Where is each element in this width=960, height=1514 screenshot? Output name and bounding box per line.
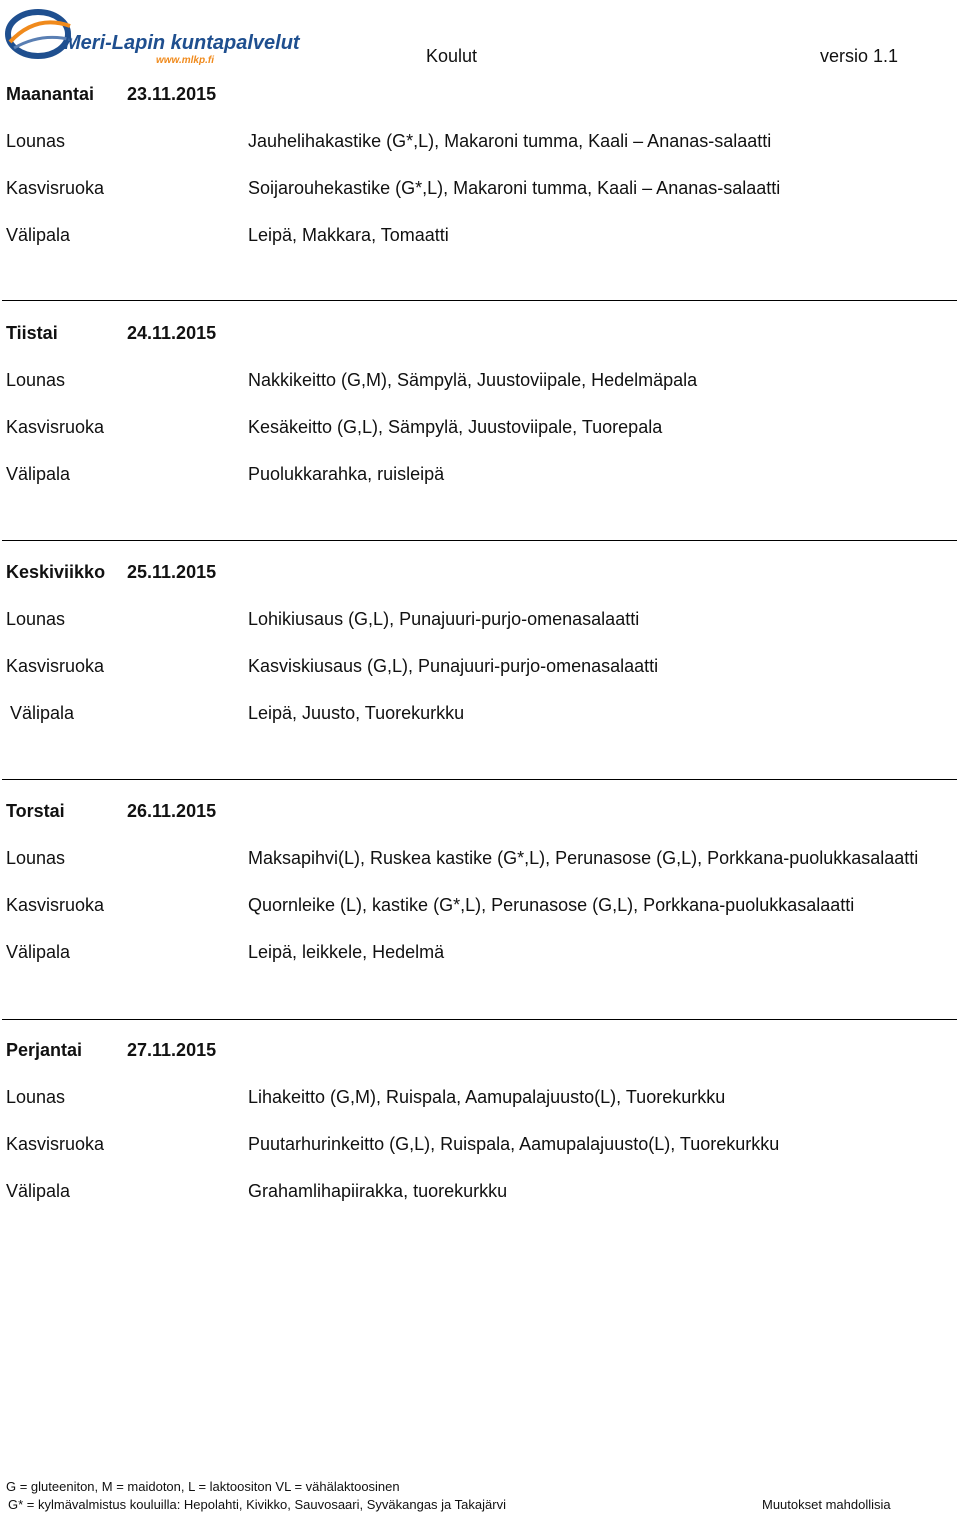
meal-label: Välipala: [6, 225, 71, 245]
meal-description: Leipä, leikkele, Hedelmä: [248, 942, 445, 962]
meal-description: Leipä, Makkara, Tomaatti: [248, 225, 449, 245]
company-logo: [6, 4, 300, 66]
meal-description: Soijarouhekastike (G*,L), Makaroni tumma, Kaali – Ananas-salaatti: [248, 178, 781, 198]
meal-description: Grahamlihapiirakka, tuorekurkku: [248, 1181, 508, 1201]
day-name: Maanantai: [6, 84, 95, 104]
meal-label: Lounas: [6, 609, 66, 629]
day-separator: [2, 1019, 957, 1020]
school-label: Koulut: [426, 46, 478, 66]
day-name: Torstai: [6, 801, 65, 821]
day-separator: [2, 779, 957, 780]
meal-row-lunch: [0, 609, 960, 635]
meal-label: Välipala: [6, 464, 71, 484]
meal-description: Puutarhurinkeitto (G,L), Ruispala, Aamupalajuusto(L), Tuorekurkku: [248, 1134, 780, 1154]
meal-label: Välipala: [6, 942, 71, 962]
day-separator: [2, 300, 957, 301]
cold-prep-note: G* = kylmävalmistus kouluilla: Hepolahti, Kivikko, Sauvosaari, Syväkangas ja Takajärvi: [8, 1497, 506, 1512]
meal-label: Kasvisruoka: [6, 1134, 105, 1154]
meal-row-lunch: [0, 131, 960, 157]
meal-row-vegetarian: [0, 1134, 960, 1160]
meal-row-snack: [0, 464, 960, 490]
logo-title: Meri-Lapin kuntapalvelut: [64, 32, 300, 54]
day-header: [6, 84, 906, 110]
meal-row-lunch: [0, 848, 960, 874]
meal-row-snack: [0, 1181, 960, 1207]
logo-url: www.mlkp.fi: [156, 55, 214, 66]
meal-description: Jauhelihakastike (G*,L), Makaroni tumma, Kaali – Ananas-salaatti: [248, 131, 772, 151]
day-date: 27.11.2015: [127, 1040, 217, 1060]
meal-label: Lounas: [6, 131, 66, 151]
meal-label: Kasvisruoka: [6, 895, 105, 915]
day-header: [6, 801, 906, 827]
meal-label: Lounas: [6, 1087, 66, 1107]
meal-description: Leipä, Juusto, Tuorekurkku: [248, 703, 465, 723]
meal-label: Lounas: [6, 370, 66, 390]
day-name: Keskiviikko: [6, 562, 106, 582]
meal-row-vegetarian: [0, 178, 960, 204]
meal-row-snack: [0, 225, 960, 251]
meal-row-vegetarian: [0, 417, 960, 443]
meal-description: Nakkikeitto (G,M), Sämpylä, Juustoviipale, Hedelmäpala: [248, 370, 698, 390]
meal-row-vegetarian: [0, 656, 960, 682]
meal-label: Välipala: [6, 1181, 71, 1201]
day-date: 25.11.2015: [127, 562, 217, 582]
day-name: Perjantai: [6, 1040, 83, 1060]
day-date: 23.11.2015: [127, 84, 217, 104]
day-date: 26.11.2015: [127, 801, 217, 821]
meal-label: Välipala: [10, 703, 75, 723]
meal-row-lunch: [0, 1087, 960, 1113]
changes-note: Muutokset mahdollisia: [762, 1497, 891, 1512]
meal-description: Kesäkeitto (G,L), Sämpylä, Juustoviipale, Tuorepala: [248, 417, 663, 437]
meal-row-lunch: [0, 370, 960, 396]
day-date: 24.11.2015: [127, 323, 217, 343]
meal-description: Lihakeitto (G,M), Ruispala, Aamupalajuusto(L), Tuorekurkku: [248, 1087, 726, 1107]
logo-swoosh-icon: [6, 4, 300, 66]
day-header: [6, 562, 906, 588]
meal-row-snack: [0, 942, 960, 968]
meal-label: Kasvisruoka: [6, 656, 105, 676]
allergen-legend: G = gluteeniton, M = maidoton, L = laktoositon VL = vähälaktoosinen: [6, 1479, 400, 1494]
meal-description: Maksapihvi(L), Ruskea kastike (G*,L), Perunasose (G,L), Porkkana-puolukkasalaatti: [248, 848, 919, 868]
day-name: Tiistai: [6, 323, 58, 343]
meal-label: Lounas: [6, 848, 66, 868]
meal-row-vegetarian: [0, 895, 960, 921]
day-header: [6, 1040, 906, 1066]
meal-description: Quornleike (L), kastike (G*,L), Perunasose (G,L), Porkkana-puolukkasalaatti: [248, 895, 855, 915]
meal-description: Puolukkarahka, ruisleipä: [248, 464, 445, 484]
meal-row-snack: [0, 703, 960, 729]
day-header: [6, 323, 906, 349]
meal-description: Lohikiusaus (G,L), Punajuuri-purjo-omenasalaatti: [248, 609, 640, 629]
meal-label: Kasvisruoka: [6, 178, 105, 198]
meal-description: Kasviskiusaus (G,L), Punajuuri-purjo-omenasalaatti: [248, 656, 659, 676]
version-label: versio 1.1: [820, 46, 899, 66]
day-separator: [2, 540, 957, 541]
meal-label: Kasvisruoka: [6, 417, 105, 437]
